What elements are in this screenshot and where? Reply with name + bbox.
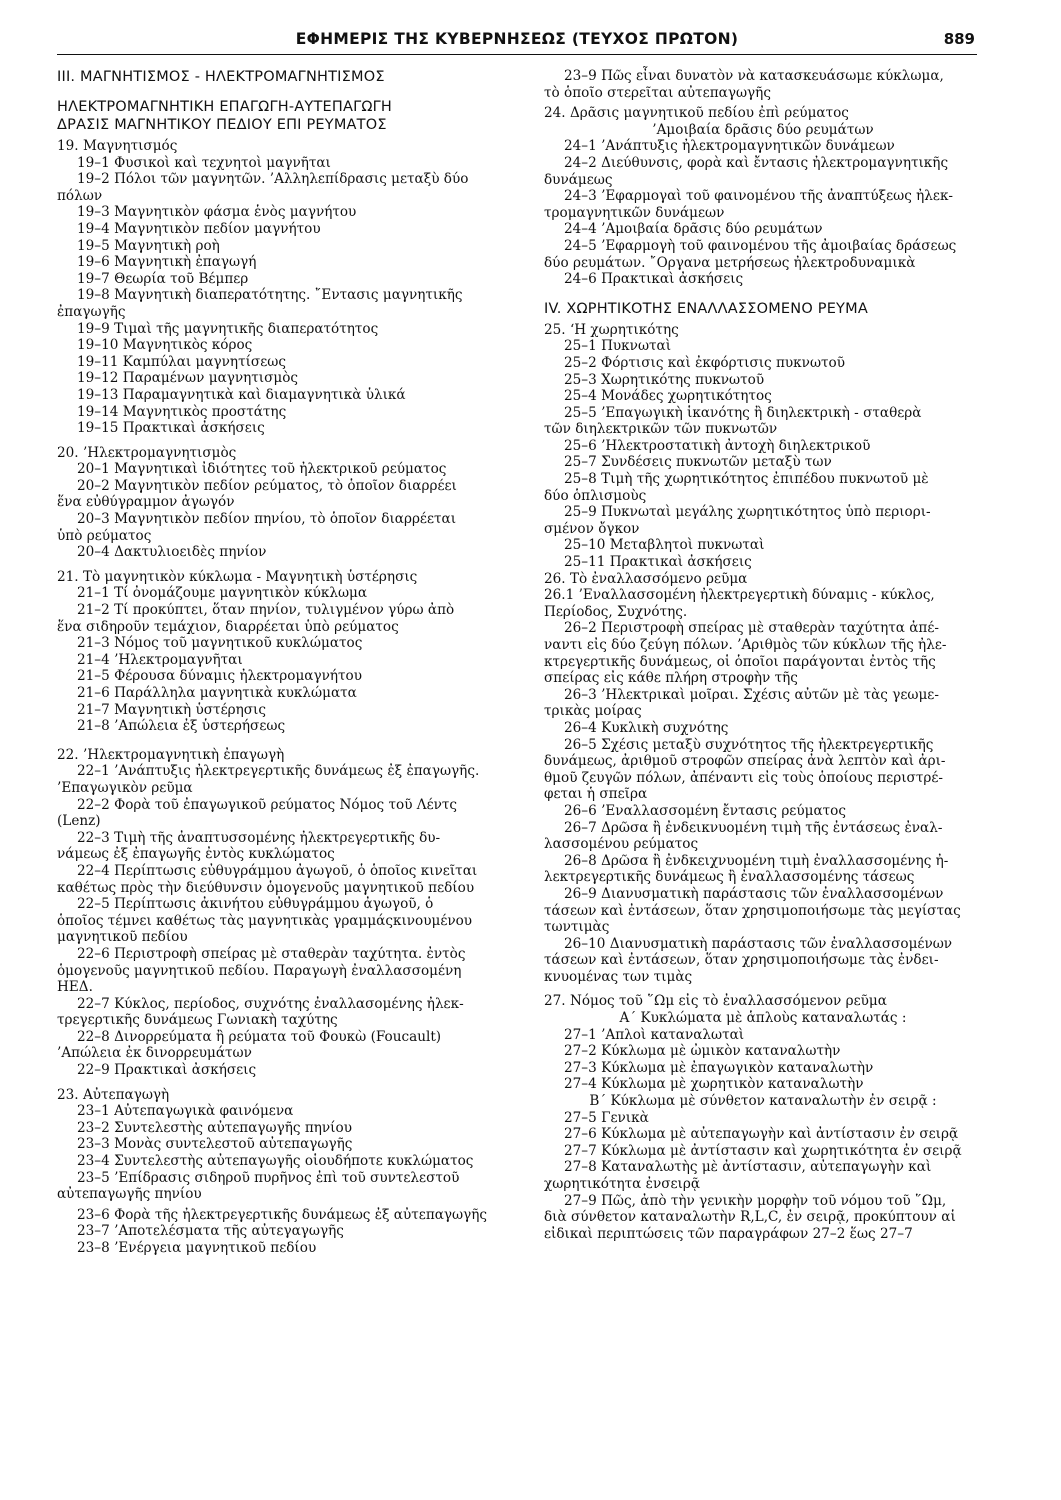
toc-entry-continuation: τρομαγνητικῶν δυνάμεων bbox=[544, 204, 725, 221]
subsection-title: Α΄ Κυκλώματα μὲ ἁπλοὺς καταναλωτάς : bbox=[619, 1010, 907, 1027]
toc-entry-continuation: τρεγερτικῆς δυνάμεως Γωνιακὴ ταχύτης bbox=[57, 1012, 338, 1029]
toc-entry: 22–4 Περίπτωσις εὐθυγράμμου ἀγωγοῦ, ὁ ὁποῖος κινεῖται bbox=[77, 862, 478, 879]
toc-entry: 21–3 Νόμος τοῦ μαγνητικοῦ κυκλώματος bbox=[77, 635, 363, 652]
toc-entry: 27–2 Κύκλωμα μὲ ὠμικὸν καταναλωτὴν bbox=[564, 1043, 841, 1060]
section-title: 22. ’Ηλεκτρομαγνητικὴ ἐπαγωγὴ bbox=[57, 746, 285, 763]
toc-entry: 19–13 Παραμαγνητικὰ καὶ διαμαγνητικὰ ὑλικά bbox=[77, 386, 406, 403]
toc-entry: 21–4 ’Ηλεκτρομαγνῆται bbox=[77, 651, 243, 668]
toc-entry: 19–9 Τιμαὶ τῆς μαγνητικῆς διαπερατότητος bbox=[77, 320, 379, 337]
toc-entry-continuation: (Lenz) bbox=[57, 813, 101, 830]
toc-entry-continuation: δύο ὁπλισμοὺς bbox=[544, 487, 647, 504]
toc-entry: 19–7 Θεωρία τοῦ Βέμπερ bbox=[77, 270, 249, 287]
toc-entry-continuation: μαγνητικοῦ πεδίου bbox=[57, 929, 188, 946]
toc-entry: 25–5 ’Επαγωγικὴ ἱκανότης ἢ διηλεκτρικὴ - σταθερὰ bbox=[564, 404, 922, 421]
page-number: 889 bbox=[943, 30, 975, 48]
toc-entry: 19–1 Φυσικοὶ καὶ τεχνητοὶ μαγνῆται bbox=[77, 154, 331, 171]
toc-entry-continuation: τωντιμὰς bbox=[544, 919, 610, 936]
toc-entry: 26–6 ’Εναλλασσομένη ἔντασις ρεύματος bbox=[564, 802, 846, 819]
toc-entry: 25–2 Φόρτισις καὶ ἐκφόρτισις πυκνωτοῦ bbox=[564, 354, 845, 371]
toc-entry: 23–7 ’Αποτελέσματα τῆς αὐτεγαγωγῆς bbox=[77, 1223, 344, 1240]
toc-entry-continuation: σμένον ὄγκον bbox=[544, 520, 640, 537]
toc-entry-continuation: σπείρας εἰς κάθε πλήρη στροφὴν τῆς bbox=[544, 670, 798, 687]
toc-entry-continuation: αὐτεπαγωγῆς πηνίου bbox=[57, 1186, 202, 1203]
section-title: 24. Δρᾶσις μαγνητικοῦ πεδίου ἐπὶ ρεύματος bbox=[544, 105, 849, 122]
toc-entry-continuation: ἕνα εὐθύγραμμον ἀγωγόν bbox=[57, 494, 235, 511]
toc-entry-continuation: φεται ἡ σπεῖρα bbox=[544, 786, 648, 803]
toc-entry: 19–6 Μαγνητικὴ ἐπαγωγή bbox=[77, 254, 257, 271]
toc-entry-continuation: Περίοδος, Συχνότης. bbox=[544, 603, 688, 620]
toc-entry-continuation: θμοῦ ζευγῶν πόλων, ἀπέναντι εἰς τοὺς ὁποίους περιστρέ- bbox=[544, 769, 943, 786]
toc-entry: 20–1 Μαγνητικαὶ ἰδιότητες τοῦ ἠλεκτρικοῦ ρεύματος bbox=[77, 461, 447, 478]
toc-entry: 19–10 Μαγνητικὸς κόρος bbox=[77, 337, 253, 354]
toc-entry: 24–6 Πρακτικαὶ ἀσκήσεις bbox=[564, 271, 744, 288]
part-heading: IV. ΧΩΡΗΤΙΚΟΤΗΣ ΕΝΑΛΛΑΣΣΟΜΕΝΟ ΡΕΥΜΑ bbox=[544, 300, 868, 317]
toc-entry-continuation: τῶν διηλεκτρικῶν τῶν πυκνωτῶν bbox=[544, 421, 778, 438]
toc-entry-continuation: λεκτρεγερτικῆς δυνάμεως ἢ ἐναλλασσομένης τάσεως bbox=[544, 869, 915, 886]
chapter-heading: ΔΡΑΣΙΣ ΜΑΓΝΗΤΙΚΟΥ ΠΕΔΙΟΥ ΕΠΙ ΡΕΥΜΑΤΟΣ bbox=[57, 117, 387, 133]
toc-entry: 21–2 Τί προκύπτει, ὅταν πηνίον, τυλιγμένον γύρω ἀπὸ bbox=[77, 602, 455, 619]
toc-entry-continuation: δύο ρευμάτων. ῎Οργανα μετρήσεως ἠλεκτροδυναμικὰ bbox=[544, 254, 916, 271]
toc-entry: 19–4 Μαγνητικὸν πεδίον μαγνήτου bbox=[77, 220, 321, 237]
toc-entry-continuation: ἕνα σιδηροῦν τεμάχιον, διαρρέεται ὑπὸ ρεύματος bbox=[57, 618, 399, 635]
toc-entry: 19–5 Μαγνητικὴ ροὴ bbox=[77, 237, 220, 254]
section-title: 27. Νόμος τοῦ ῞Ωμ εἰς τὸ ἐναλλασσόμενον ρεῦμα bbox=[544, 993, 887, 1010]
toc-entry: 26.1 ’Εναλλασσομένη ἠλεκτρεγερτικὴ δύναμις - κύκλος, bbox=[544, 587, 935, 604]
toc-entry: 24–4 ’Αμοιβαία δρᾶσις δύο ρευμάτων bbox=[564, 221, 823, 238]
toc-entry: 26–7 Δρῶσα ἢ ἐνδεικνυομένη τιμὴ τῆς ἐντάσεως ἐναλ- bbox=[564, 819, 943, 836]
toc-entry: 22–2 Φορὰ τοῦ ἐπαγωγικοῦ ρεύματος Νόμος τοῦ Λέντς bbox=[77, 796, 458, 813]
toc-entry: 20–3 Μαγνητικὸν πεδίον πηνίου, τὸ ὁποῖον διαρρέεται bbox=[77, 511, 457, 528]
toc-entry-continuation: κτρεγερτικῆς δυνάμεως, οἱ ὁποῖοι παράγονται ἐντὸς τῆς bbox=[544, 653, 936, 670]
toc-entry: 27–3 Κύκλωμα μὲ ἐπαγωγικὸν καταναλωτὴν bbox=[564, 1059, 874, 1076]
toc-entry-continuation: καθέτως πρὸς τὴν διεύθυνσιν ὁμογενοῦς μαγνητικοῦ πεδίου bbox=[57, 879, 475, 896]
toc-entry: 22–6 Περιστροφὴ σπείρας μὲ σταθερὰν ταχύτητα. ἐντὸς bbox=[77, 945, 466, 962]
gazette-title: ΕΦΗΜΕΡΙΣ ΤΗΣ ΚΥΒΕΡΝΗΣΕΩΣ (ΤΕΥΧΟΣ ΠΡΩΤΟΝ) bbox=[295, 30, 739, 48]
toc-entry: 22–9 Πρακτικαὶ ἀσκήσεις bbox=[77, 1062, 257, 1079]
toc-entry: 26–5 Σχέσις μεταξὺ συχνότητος τῆς ἠλεκτρεγερτικῆς bbox=[564, 736, 934, 753]
toc-entry: 21–7 Μαγνητικὴ ὑστέρησις bbox=[77, 701, 266, 718]
toc-entry: 19–2 Πόλοι τῶν μαγνητῶν. ’Αλληλεπίδρασις μεταξὺ δύο bbox=[77, 171, 469, 188]
section-title: 21. Τὸ μαγνητικὸν κύκλωμα - Μαγνητικὴ ὑστέρησις bbox=[57, 568, 418, 585]
toc-entry: 27–6 Κύκλωμα μὲ αὐτεπαγωγὴν καὶ ἀντίστασιν ἐν σειρᾷ bbox=[564, 1126, 959, 1143]
toc-entry-continuation: δυνάμεως bbox=[544, 171, 613, 188]
toc-entry: 23–3 Μονὰς συντελεστοῦ αὐτεπαγωγῆς bbox=[77, 1136, 353, 1153]
toc-entry: 27–1 ’Απλοὶ καταναλωταὶ bbox=[564, 1026, 745, 1043]
toc-entry: 27–9 Πῶς, ἀπὸ τὴν γενικὴν μορφὴν τοῦ νόμου τοῦ ῞Ωμ, bbox=[564, 1192, 947, 1209]
toc-entry: 27–7 Κύκλωμα μὲ ἀντίστασιν καὶ χωρητικότητα ἐν σειρᾷ bbox=[564, 1142, 962, 1159]
toc-entry-continuation: χωρητικότητα ἐνσειρᾷ bbox=[544, 1176, 701, 1192]
page-header bbox=[57, 28, 977, 55]
toc-entry: 23–6 Φορὰ τῆς ἠλεκτρεγερτικῆς δυνάμεως ἐξ αὐτεπαγωγῆς bbox=[77, 1206, 488, 1223]
toc-entry-continuation: κνυομένας των τιμὰς bbox=[544, 968, 693, 985]
toc-entry: 19–3 Μαγνητικὸν φάσμα ἑνὸς μαγνήτου bbox=[77, 204, 357, 221]
toc-entry-continuation: νάμεως ἐξ ἐπαγωγῆς ἐντὸς κυκλώματος bbox=[57, 846, 335, 863]
section-title: 19. Μαγνητισμός bbox=[57, 138, 178, 154]
section-title: 26. Τὸ ἐναλλασσόμενο ρεῦμα bbox=[544, 570, 748, 587]
toc-entry: 20–4 Δακτυλιοειδὲς πηνίον bbox=[77, 544, 267, 561]
toc-entry: 19–11 Καμπύλαι μαγνητίσεως bbox=[77, 353, 286, 370]
toc-entry: 25–9 Πυκνωταὶ μεγάλης χωρητικότητος ὑπὸ περιορι- bbox=[564, 504, 931, 521]
toc-entry-continuation: τρικὰς μοίρας bbox=[544, 703, 642, 720]
toc-entry-continuation: τάσεων καὶ ἐντάσεων, ὅταν χρησιμοποιήσωμε τὰς μεγίστας bbox=[544, 902, 961, 919]
toc-entry-continuation: δυνάμεως, ἀριθμοῦ στροφῶν σπείρας ἀνὰ λεπτὸν καὶ ἀρι- bbox=[544, 753, 946, 770]
subsection-title: ’Αμοιβαία δρᾶσις δύο ρευμάτων bbox=[652, 121, 874, 138]
toc-entry-continuation: εἰδικαὶ περιπτώσεις τῶν παραγράφων 27–2 ἕως 27–7 bbox=[544, 1225, 913, 1242]
toc-entry: 24–3 ’Εφαρμογαὶ τοῦ φαινομένου τῆς ἀναπτύξεως ἠλεκ- bbox=[564, 188, 954, 205]
toc-entry-continuation: λασσομένου ρεύματος bbox=[544, 836, 699, 853]
toc-entry: 20–2 Μαγνητικὸν πεδίον ρεύματος, τὸ ὁποῖον διαρρέει bbox=[77, 477, 457, 494]
toc-entry: 19–12 Παραμένων μαγνητισμὸς bbox=[77, 370, 299, 387]
left-column bbox=[57, 68, 520, 1257]
toc-entry: 25–1 Πυκνωταὶ bbox=[564, 338, 672, 355]
toc-entry: 22–3 Τιμὴ τῆς ἀναπτυσσομένης ἠλεκτρεγερτικῆς δυ- bbox=[77, 829, 441, 846]
section-title: 20. ’Ηλεκτρομαγνητισμὸς bbox=[57, 444, 237, 461]
chapter-heading: ΗΛΕΚΤΡΟΜΑΓΝΗΤΙΚΗ ΕΠΑΓΩΓΗ-ΑΥΤΕΠΑΓΩΓΗ bbox=[57, 99, 393, 115]
part-heading: III. ΜΑΓΝΗΤΙΣΜΟΣ - ΗΛΕΚΤΡΟΜΑΓΝΗΤΙΣΜΟΣ bbox=[57, 69, 385, 85]
toc-entry: 26–4 Κυκλικὴ συχνότης bbox=[564, 719, 729, 736]
toc-entry-continuation: ’Απώλεια ἐκ δινορρευμάτων bbox=[57, 1045, 252, 1062]
section-title: 25. ‘Η χωρητικότης bbox=[544, 321, 679, 338]
toc-entry: 23–8 ’Ενέργεια μαγνητικοῦ πεδίου bbox=[77, 1240, 317, 1256]
toc-entry: 24–1 ’Ανάπτυξις ἠλεκτρομαγνητικῶν δυνάμεων bbox=[564, 138, 895, 155]
toc-entry: 24–2 Διεύθυνσις, φορὰ καὶ ἔντασις ἠλεκτρομαγνητικῆς bbox=[564, 154, 949, 171]
subsection-title: Β΄ Κύκλωμα μὲ σύνθετον καταναλωτὴν ἐν σειρᾷ : bbox=[589, 1093, 937, 1110]
toc-entry: 26–2 Περιστροφὴ σπείρας μὲ σταθερὰν ταχύτητα ἀπέ- bbox=[564, 620, 939, 637]
toc-entry-continuation: ἐπαγωγῆς bbox=[57, 303, 126, 320]
toc-entry: 21–8 ’Απώλεια ἐξ ὑστερήσεως bbox=[77, 718, 286, 735]
toc-entry: 23–1 Αὐτεπαγωγικὰ φαινόμενα bbox=[77, 1103, 294, 1120]
toc-entry-continuation: ὁποῖος τέμνει καθέτως τὰς μαγνητικὰς γραμμάςκινουμένου bbox=[57, 912, 473, 929]
toc-entry: 27–8 Καταναλωτὴς μὲ ἀντίστασιν, αὐτεπαγωγὴν καὶ bbox=[564, 1159, 932, 1176]
toc-entry: 25–10 Μεταβλητοὶ πυκνωταὶ bbox=[564, 537, 765, 554]
toc-entry: 23–4 Συντελεστὴς αὐτεπαγωγῆς οἱουδήποτε κυκλώματος bbox=[77, 1153, 474, 1170]
toc-entry-continuation: ΗΕΔ. bbox=[57, 979, 93, 996]
toc-entry: 22–7 Κύκλος, περίοδος, συχνότης ἐναλλασομένης ἠλεκ- bbox=[77, 995, 464, 1012]
toc-entry-continuation: ’Επαγωγικὸν ρεῦμα bbox=[57, 779, 193, 796]
toc-entry: 27–4 Κύκλωμα μὲ χωρητικὸν καταναλωτὴν bbox=[564, 1076, 864, 1093]
toc-entry: 23–2 Συντελεστὴς αὐτεπαγωγῆς πηνίου bbox=[77, 1119, 352, 1136]
toc-entry: 23–9 Πῶς εἶναι δυνατὸν νὰ κατασκευάσωμε κύκλωμα, bbox=[564, 68, 944, 84]
toc-entry: 26–10 Διανυσματικὴ παράστασις τῶν ἐναλλασσομένων bbox=[564, 935, 953, 952]
section-title: 23. Αὐτεπαγωγὴ bbox=[57, 1086, 170, 1103]
right-column bbox=[544, 68, 982, 1242]
toc-entry-continuation: τάσεων καὶ ἐντάσεων, ὅταν χρησιμοποιήσωμε τὰς ἐνδει- bbox=[544, 952, 939, 969]
toc-entry: 22–8 Δινορρεύματα ἢ ρεύματα τοῦ Φουκὼ (Foucault) bbox=[77, 1028, 442, 1045]
toc-entry-continuation: ὑπὸ ρεύματος bbox=[57, 527, 152, 544]
toc-entry: 25–7 Συνδέσεις πυκνωτῶν μεταξὺ των bbox=[564, 454, 832, 471]
toc-entry: 24–5 ’Εφαρμογὴ τοῦ φαινομένου τῆς ἀμοιβαίας δράσεως bbox=[564, 237, 957, 254]
toc-entry-continuation: ὁμογενοῦς μαγνητικοῦ πεδίου. Παραγωγὴ ἐναλλασσομένη bbox=[57, 962, 462, 979]
toc-entry: 19–14 Μαγνητικὸς προστάτης bbox=[77, 403, 287, 420]
toc-entry: 26–8 Δρῶσα ἢ ἐνδκειχνυομένη τιμὴ ἐναλλασσομένης ἠ- bbox=[564, 852, 949, 869]
toc-entry: 21–6 Παράλληλα μαγνητικὰ κυκλώματα bbox=[77, 685, 357, 701]
toc-entry-continuation: ναντι εἰς δύο ζεύγη πόλων. ’Αριθμὸς τῶν κύκλων τῆς ἠλε- bbox=[544, 637, 947, 653]
toc-entry: 25–11 Πρακτικαὶ ἀσκήσεις bbox=[564, 554, 752, 571]
toc-entry: 23–5 ’Επίδρασις σιδηροῦ πυρῆνος ἐπὶ τοῦ συντελεστοῦ bbox=[77, 1169, 460, 1186]
toc-entry: 27–5 Γενικὰ bbox=[564, 1109, 649, 1126]
toc-entry: 26–9 Διανυσματικὴ παράστασις τῶν ἐναλλασσομένων bbox=[564, 885, 944, 902]
toc-entry: 22–1 ’Ανάπτυξις ἠλεκτρεγερτικῆς δυνάμεως ἐξ ἐπαγωγῆς. bbox=[77, 763, 480, 780]
toc-entry: 26–3 ’Ηλεκτρικαὶ μοῖραι. Σχέσις αὐτῶν μὲ τὰς γεωμε- bbox=[564, 686, 939, 703]
toc-entry: 19–8 Μαγνητικὴ διαπερατότητης. ῎Εντασις μαγνητικῆς bbox=[77, 287, 463, 304]
toc-entry: 22–5 Περίπτωσις ἀκινήτου εὐθυγράμμου ἀγωγοῦ, ὁ bbox=[77, 896, 434, 913]
toc-entry: 25–6 ’Ηλεκτροστατικὴ ἀντοχὴ διηλεκτρικοῦ bbox=[564, 437, 871, 454]
toc-entry: 21–1 Τί ὀνομάζουμε μαγνητικὸν κύκλωμα bbox=[77, 585, 368, 602]
toc-entry: 25–3 Χωρητικότης πυκνωτοῦ bbox=[564, 371, 765, 388]
toc-entry-continuation: τὸ ὁποῖο στερεῖται αὐτεπαγωγῆς bbox=[544, 84, 771, 101]
toc-entry: 21–5 Φέρουσα δύναμις ἠλεκτρομαγνήτου bbox=[77, 668, 362, 685]
toc-entry: 19–15 Πρακτικαὶ ἀσκήσεις bbox=[77, 420, 265, 437]
toc-entry: 25–4 Μονάδες χωρητικότητος bbox=[564, 388, 772, 405]
toc-entry-continuation: διὰ σύνθετον καταναλωτὴν R,L,C, ἐν σειρᾷ, προκύπτουν αἱ bbox=[544, 1209, 956, 1226]
toc-entry-continuation: πόλων bbox=[57, 187, 103, 204]
toc-entry: 25–8 Τιμὴ τῆς χωρητικότητος ἐπιπέδου πυκνωτοῦ μὲ bbox=[564, 471, 929, 488]
